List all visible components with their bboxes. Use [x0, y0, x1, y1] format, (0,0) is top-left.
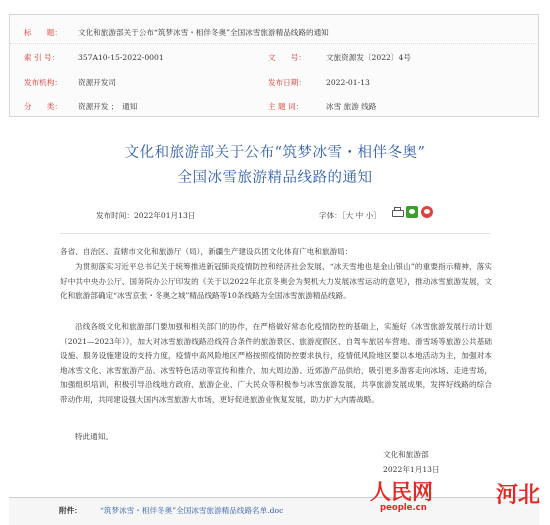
meta-issuer-value: 资源开发司 [78, 78, 116, 87]
meta-docno-value: 文旅资源发〔2022〕4号 [326, 53, 411, 62]
share-toolbar [391, 206, 433, 218]
signature-org: 文化和旅游部 [383, 450, 429, 459]
attachment-label: 附件： [59, 506, 82, 515]
print-icon[interactable] [391, 206, 403, 218]
meta-row-title [10, 23, 538, 44]
weibo-icon[interactable] [421, 206, 433, 218]
divider [60, 233, 490, 234]
meta-category-label: 分 类： [24, 102, 62, 111]
meta-topic-label: 主 题 词： [268, 102, 304, 111]
paragraph-1-text: 为贯彻落实习近平总书记关于统筹推进新冠肺炎疫情防控和经济社会发展、“冰天雪地也是金山银山”的重要指示精神，落实好中共中央办公厅、国务院办公厅印发的《关于以2022年北京冬奥会为契机大力发展冰雪运动的意见》，推动冰雪旅游发展，文化和旅游部确定“冰雪京张・冬奥之城”精品线路等10条线路为全国冰雪旅游精品线路。 [60, 262, 492, 301]
meta-row-index [10, 48, 538, 68]
meta-index-label: 索 引 号： [24, 53, 60, 62]
paragraph-2-text: 沿线各级文化和旅游部门要加强和相关部门的协作，在严格做好常态化疫情防控的基础上，实施好《冰雪旅游发展行动计划（2021—2023年）》，加大对冰雪旅游线路沿线符合条件的旅游景区、旅游度假区、自驾车旅居车营地、滑雪场等旅游公共基础设施、服务设施建设的支持力度，疫情中高风险地区严格按照疫情防控要求执行，疫情低风险地区要以本地活动为主，加强对本地冰雪文化、冰雪旅游产品、冰雪特色活动等宣传和推介，加大周边游、近郊游产品供给，吸引更多游客走向冰场、走进雪场，加强组织培训，积极引导沿线地方政府、旅游企业、广大民众等积极参与冰雪旅游发展，共享旅游发展成果，发挥好线路的综合带动作用，共同建设强大国内冰雪旅游大市场，更好促进旅游业恢复发展，助力扩大内需战略。 [60, 322, 492, 404]
meta-issue-date-value: 2022-01-13 [326, 78, 370, 87]
font-size-selector[interactable]: 字体：［大 中 小］ [319, 211, 381, 220]
meta-category-value: 资源开发 ； 通知 [78, 102, 138, 111]
salutation-text: 各省、自治区、直辖市文化和旅游厅（局），新疆生产建设兵团文化体育广电和旅游局： [60, 247, 353, 256]
meta-topic-value: 冰雪 旅游 线路 [326, 102, 377, 111]
watermark-url: people.cn [380, 503, 427, 513]
paragraph-2 [60, 320, 492, 408]
meta-title-label: 标 题： [24, 28, 62, 37]
meta-issue-date-label: 发布日期： [268, 78, 306, 87]
wechat-icon[interactable] [406, 206, 418, 218]
meta-index-value: 357A10-15-2022-0001 [78, 53, 164, 62]
watermark-logo: 人民网 [370, 479, 433, 504]
paragraph-1 [60, 260, 492, 304]
meta-docno-label: 文 号： [268, 53, 306, 62]
watermark-province: 河北 [495, 483, 540, 508]
meta-row-issuer [10, 73, 538, 93]
meta-issuer-label: 发布机构： [24, 78, 62, 87]
attachment-link[interactable]: “筑梦冰雪・相伴冬奥”全国冰雪旅游精品线路名单.doc [100, 506, 284, 515]
page-title-line-1: 文化和旅游部关于公布“筑梦冰雪・相伴冬奥” [124, 145, 426, 161]
publish-date: 发布时间：2022年01月13日 [96, 211, 196, 220]
document-metadata-box [9, 14, 539, 117]
meta-row-category [10, 97, 538, 117]
people-cn-hebei-watermark [370, 476, 540, 518]
signature-date: 2022年1月13日 [383, 465, 440, 474]
closing-text: 特此通知。 [75, 432, 113, 441]
meta-title-value: 文化和旅游部关于公布“筑梦冰雪・相伴冬奥”全国冰雪旅游精品线路的通知 [78, 28, 329, 37]
closing [60, 430, 492, 445]
page-title-line-2: 全国冰雪旅游精品线路的通知 [177, 170, 373, 186]
salutation [60, 245, 492, 260]
